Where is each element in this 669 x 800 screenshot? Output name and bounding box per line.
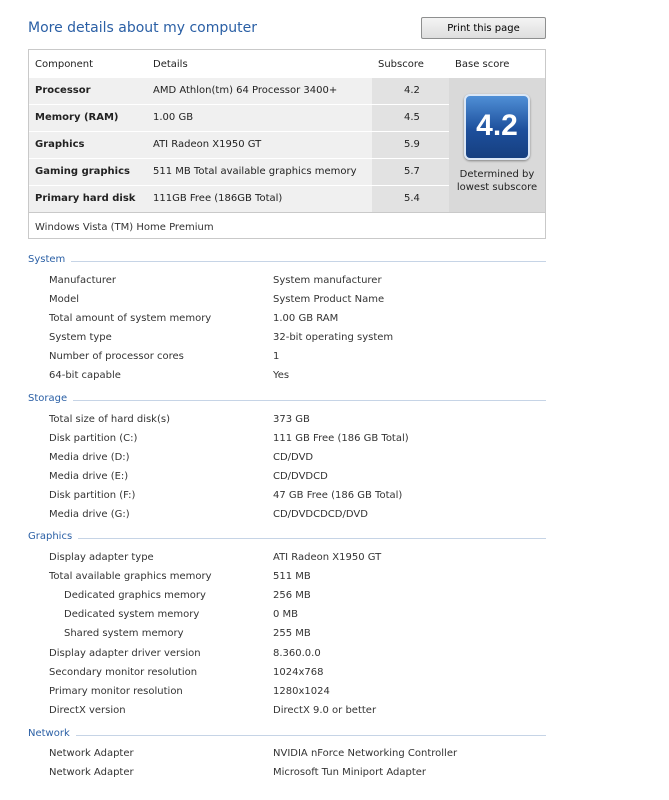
info-value: 47 GB Free (186 GB Total)	[273, 490, 403, 501]
info-key: Total amount of system memory	[49, 313, 212, 324]
info-value: System Product Name	[273, 294, 385, 305]
base-score-cell	[449, 78, 545, 212]
component-label: Gaming graphics	[35, 166, 130, 177]
info-value: 1.00 GB RAM	[273, 313, 339, 324]
info-key: Display adapter type	[49, 552, 154, 563]
divider	[29, 212, 545, 213]
info-key: Primary monitor resolution	[49, 686, 183, 697]
info-key: Dedicated system memory	[64, 609, 200, 620]
info-value: 511 MB	[273, 571, 311, 582]
info-value: CD/DVDCDCD/DVD	[273, 509, 368, 520]
base-caption-line-1: Determined by	[459, 169, 535, 180]
component-details: AMD Athlon(tm) 64 Processor 3400+	[153, 85, 338, 96]
info-key: Media drive (D:)	[49, 452, 130, 463]
info-value: CD/DVDCD	[273, 471, 328, 482]
info-key: Total available graphics memory	[49, 571, 212, 582]
info-key: Disk partition (F:)	[49, 490, 136, 501]
print-button[interactable]: Print this page	[421, 17, 546, 39]
component-details: ATI Radeon X1950 GT	[153, 139, 262, 150]
section-title: Storage	[28, 393, 73, 404]
subscore-value: 4.5	[404, 112, 420, 123]
section-system	[28, 254, 546, 268]
info-value: Microsoft Tun Miniport Adapter	[273, 767, 427, 778]
info-key: Model	[49, 294, 80, 305]
section-storage	[28, 393, 546, 407]
info-value: 1024x768	[273, 667, 324, 678]
component-label: Primary hard disk	[35, 193, 136, 204]
section-title: Network	[28, 728, 76, 739]
section-network	[28, 728, 546, 742]
section-divider	[28, 538, 546, 539]
info-value: 111 GB Free (186 GB Total)	[273, 433, 409, 444]
score-row-graphics	[29, 132, 449, 159]
info-value: DirectX 9.0 or better	[273, 705, 377, 716]
info-key: Secondary monitor resolution	[49, 667, 198, 678]
score-table-header	[29, 50, 545, 78]
component-details: 511 MB Total available graphics memory	[153, 166, 357, 177]
score-row-gaming-graphics	[29, 159, 449, 186]
windows-edition: Windows Vista (TM) Home Premium	[35, 222, 214, 233]
section-title: Graphics	[28, 531, 78, 542]
base-score-value: 4.2	[476, 109, 518, 142]
info-value: 32-bit operating system	[273, 332, 394, 343]
section-divider	[28, 735, 546, 736]
header-component: Component	[35, 59, 94, 70]
subscore-value: 5.4	[404, 193, 420, 204]
info-value: 8.360.0.0	[273, 648, 321, 659]
component-label: Memory (RAM)	[35, 112, 119, 123]
subscore-value: 5.9	[404, 139, 420, 150]
subscore-value: 5.7	[404, 166, 420, 177]
info-key: Network Adapter	[49, 748, 134, 759]
info-key: Shared system memory	[64, 628, 184, 639]
section-title: System	[28, 254, 71, 265]
info-value: 373 GB	[273, 414, 310, 425]
info-value: System manufacturer	[273, 275, 382, 286]
component-label: Graphics	[35, 139, 85, 150]
info-key: System type	[49, 332, 112, 343]
info-value: 0 MB	[273, 609, 299, 620]
score-row-memory	[29, 105, 449, 132]
info-value: 256 MB	[273, 590, 311, 601]
info-key: Dedicated graphics memory	[64, 590, 206, 601]
score-row-hard-disk	[29, 186, 449, 213]
component-details: 1.00 GB	[153, 112, 194, 123]
info-value: ATI Radeon X1950 GT	[273, 552, 382, 563]
info-key: Manufacturer	[49, 275, 116, 286]
info-value: 255 MB	[273, 628, 311, 639]
info-value: CD/DVD	[273, 452, 314, 463]
subscore-value: 4.2	[404, 85, 420, 96]
component-label: Processor	[35, 85, 91, 96]
header-base-score: Base score	[455, 59, 510, 70]
info-value: 1	[273, 351, 280, 362]
info-key: Media drive (E:)	[49, 471, 129, 482]
info-key: DirectX version	[49, 705, 126, 716]
score-table	[28, 49, 546, 239]
base-score-badge	[464, 94, 530, 160]
base-score-caption	[449, 168, 545, 194]
info-key: Display adapter driver version	[49, 648, 201, 659]
info-key: Number of processor cores	[49, 351, 184, 362]
section-divider	[28, 400, 546, 401]
info-value: 1280x1024	[273, 686, 330, 697]
page-title: More details about my computer	[28, 20, 257, 36]
info-value: NVIDIA nForce Networking Controller	[273, 748, 458, 759]
base-caption-line-2: lowest subscore	[456, 182, 538, 193]
score-row-processor	[29, 78, 449, 105]
component-details: 111GB Free (186GB Total)	[153, 193, 283, 204]
header-details: Details	[153, 59, 188, 70]
info-key: Media drive (G:)	[49, 509, 130, 520]
info-key: 64-bit capable	[49, 370, 121, 381]
header-subscore: Subscore	[378, 59, 424, 70]
section-graphics	[28, 531, 546, 545]
info-value: Yes	[273, 370, 290, 381]
info-key: Network Adapter	[49, 767, 134, 778]
section-divider	[28, 261, 546, 262]
info-key: Disk partition (C:)	[49, 433, 138, 444]
info-key: Total size of hard disk(s)	[49, 414, 170, 425]
